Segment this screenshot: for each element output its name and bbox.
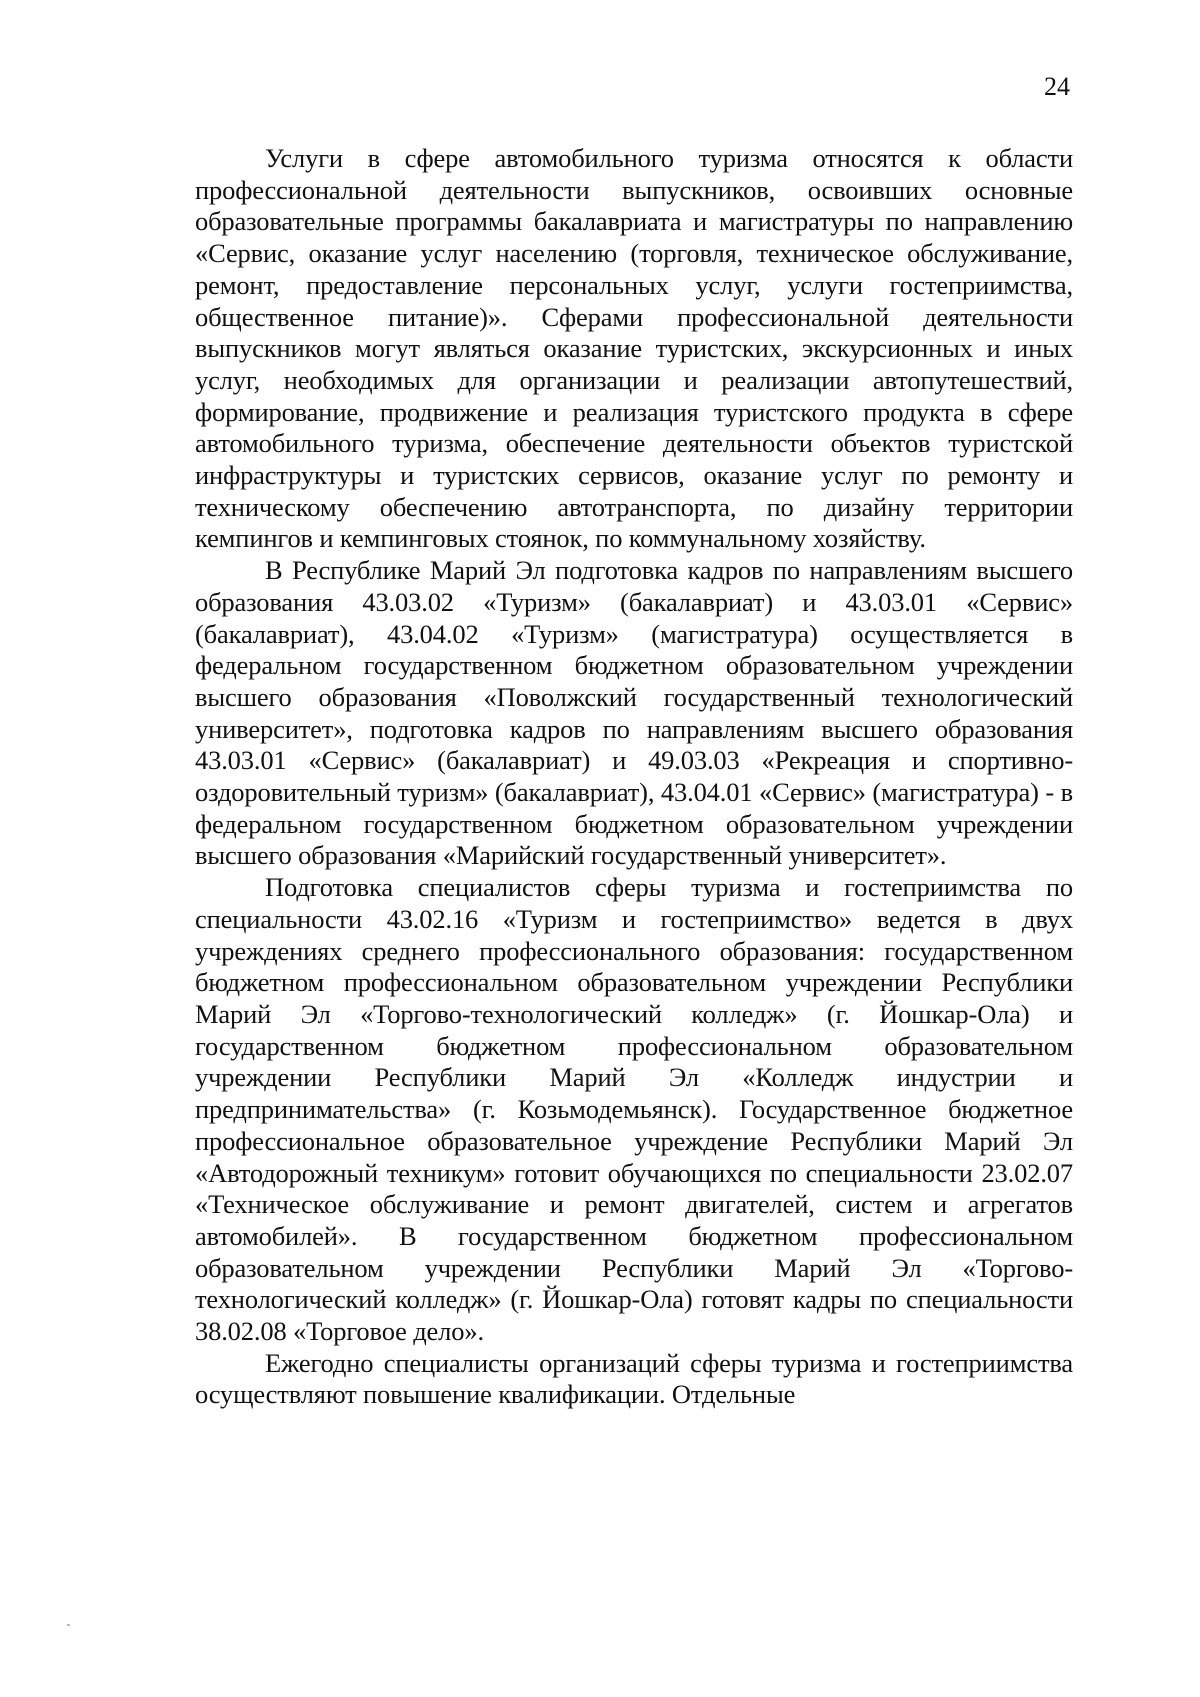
paragraph-auto-tourism-services: Услуги в сфере автомобильного туризма относятся к области профессиональной деятельности выпускников, освоивших основные образовательные программы бакалавриата и магистратуры по направлению «Сервис, оказание услуг населению (торговля, техническое обслуживание, ремонт, предоставление персональных услуг, услуги гостеприимства, общественное питание)». Сферами профессиональной деятельности выпускников могут являться оказание туристских, экскурсионных и иных услуг, необходимых для организации и реализации автопутешествий, формирование, продвижение и реализация туристского продукта в сфере автомобильного туризма, обеспечение деятельности объектов туристской инфраструктуры и туристских сервисов, оказание услуг по ремонту и техническому обеспечению автотранспорта, по дизайну территории кемпингов и кемпинговых стоянок, по коммунальному хозяйству. — [195, 143, 1073, 554]
paragraph-secondary-vocational: Подготовка специалистов сферы туризма и гостеприимства по специальности 43.02.16 «Туризм и гостеприимство» ведется в двух учреждениях среднего профессионального образования: государственном бюджетном профессиональном образовательном учреждении Республики Марий Эл «Торгово-технологический колледж» (г. Йошкар-Ола) и государственном бюджетном профессиональном образовательном учреждении Республики Марий Эл «Колледж индустрии и предпринимательства» (г. Козьмодемьянск). Государственное бюджетное профессиональное образовательное учреждение Республики Марий Эл «Автодорожный техникум» готовит обучающихся по специальности 23.02.07 «Техническое обслуживание и ремонт двигателей, систем и агрегатов автомобилей». В государственном бюджетном профессиональном образовательном учреждении Республики Марий Эл «Торгово-технологический колледж» (г. Йошкар-Ола) готовят кадры по специальности 38.02.08 «Торговое дело». — [195, 872, 1073, 1347]
paragraph-higher-education: В Республике Марий Эл подготовка кадров по направлениям высшего образования 43.03.02 «Туризм» (бакалавриат) и 43.03.01 «Сервис» (бакалавриат), 43.04.02 «Туризм» (магистратура) осуществляется в федеральном государственном бюджетном образовательном учреждении высшего образования «Поволжский государственный технологический университет», подготовка кадров по направлениям высшего образования 43.03.01 «Сервис» (бакалавриат) и 49.03.03 «Рекреация и спортивно-оздоровительный туризм» (бакалавриат), 43.04.01 «Сервис» (магистратура) - в федеральном государственном бюджетном образовательном учреждении высшего образования «Марийский государственный университет». — [195, 555, 1073, 871]
paragraph-qualification: Ежегодно специалисты организаций сферы туризма и гостеприимства осуществляют повышение квалификации. Отдельные — [195, 1347, 1073, 1410]
scan-artifact — [67, 1624, 70, 1626]
document-body — [195, 143, 1073, 1411]
page-number: 24 — [1044, 72, 1070, 101]
